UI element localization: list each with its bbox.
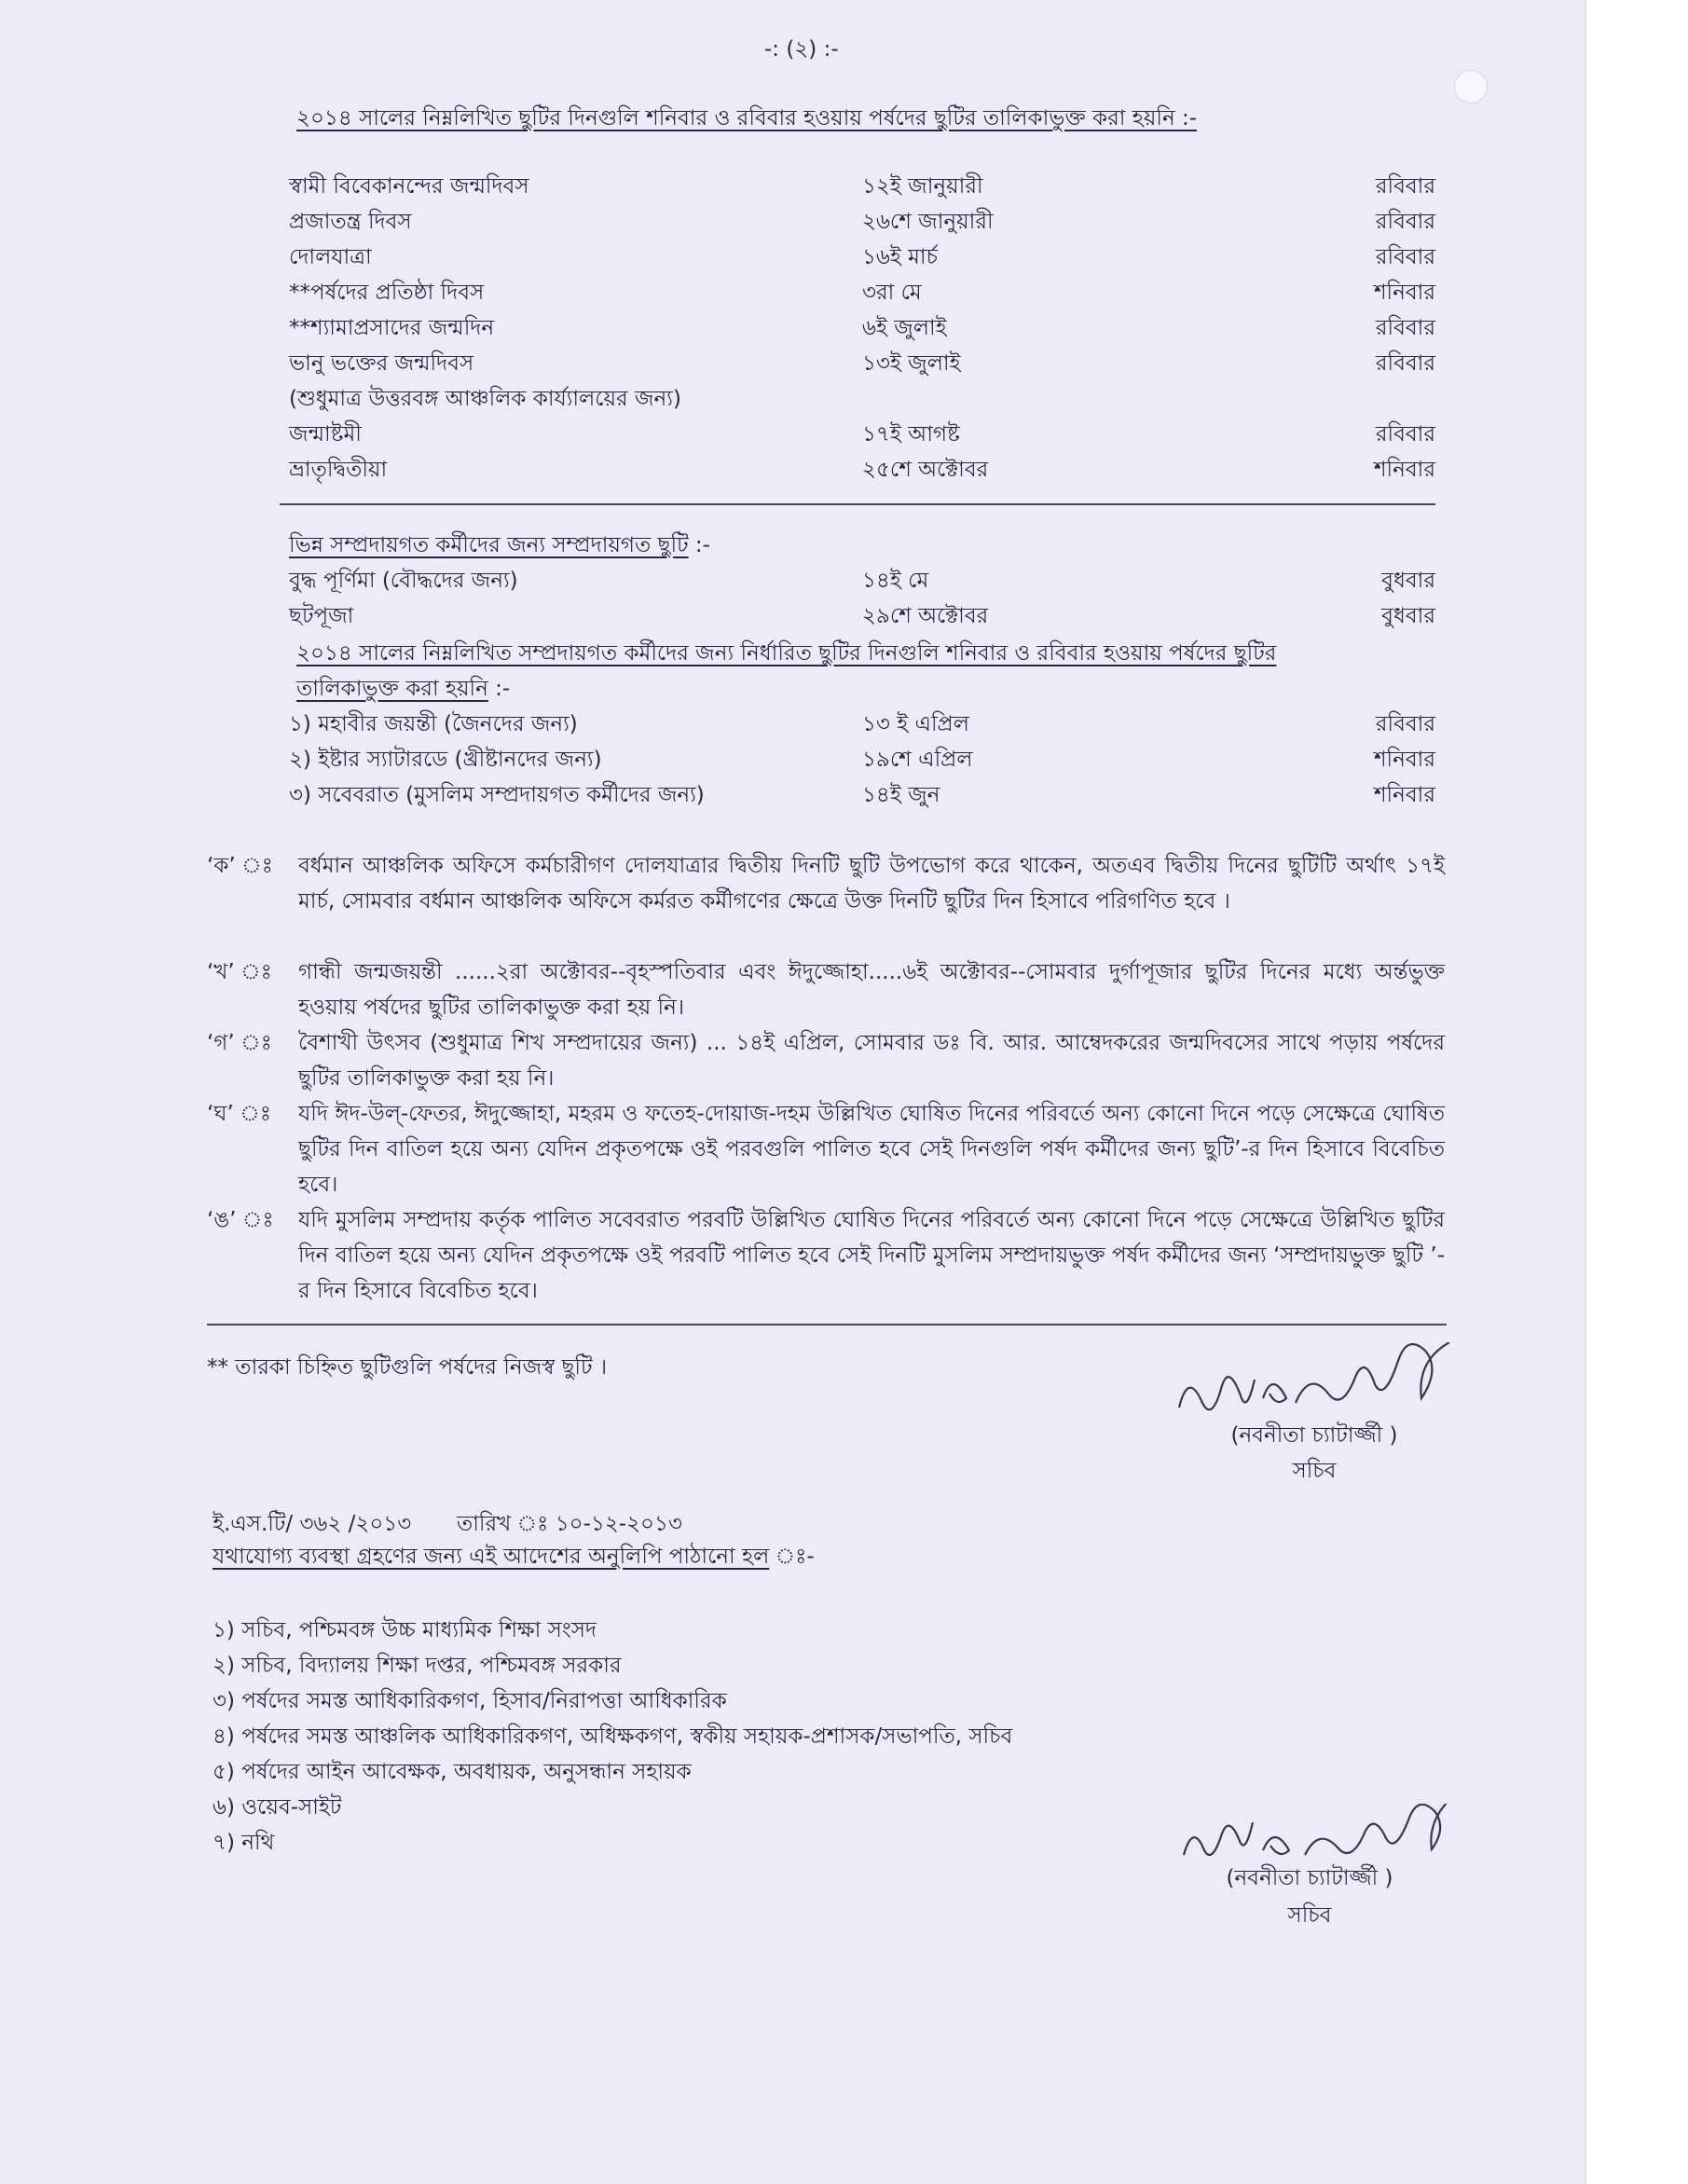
note-gha [207, 1096, 1447, 1208]
note-text: যদি ঈদ-উল্-ফেতর, ঈদুজ্জোহা, মহরম ও ফতেহ-দোয়াজ-দহম উল্লিখিত ঘোষিত দিনের পরিবর্তে অন্য কোনো দিনে পড়ে সেক্ষেত্রে ঘোষিত ছুটির দিন বাতিল হয়ে অন্য যেদিন প্রকৃতপক্ষে ওই পরবগুলি পালিত হবে সেই দিনগুলি পর্ষদ কর্মীদের জন্য ছুটি’-র দিন হিসাবে বিবেচিত হবে। [298, 1102, 1445, 1197]
table-row: প্রজাতন্ত্র দিবস ২৬শে জানুয়ারী রবিবার [289, 210, 1435, 234]
section3-heading-line2: তালিকাভুক্ত করা হয়নি :- [296, 677, 511, 701]
note-label: ‘ক’ ঃ [207, 854, 273, 878]
note-label: ‘ঙ’ ঃ [207, 1208, 274, 1232]
memo-date: তারিখ ঃ ১০-১২-২০১৩ [457, 1512, 682, 1536]
table-row: **শ্যামাপ্রসাদের জন্মদিন ৬ই জুলাই রবিবার [289, 316, 1435, 340]
section3-heading-line1: ২০১৪ সালের নিম্নলিখিত সম্প্রদায়গত কর্মীদের জন্য নির্ধারিত ছুটির দিনগুলি শনিবার ও রবিবার হওয়ায় পর্ষদের ছুটির [296, 641, 1277, 666]
table-row: ৩) সবেবরাত (মুসলিম সম্প্রদায়গত কর্মীদের জন্য) ১৪ই জুন শনিবার [289, 783, 1435, 807]
note-kha [207, 955, 1447, 1029]
punch-hole [1454, 70, 1488, 103]
note-text: বর্ধমান আঞ্চলিক অফিসে কর্মচারীগণ দোলযাত্রার দ্বিতীয় দিনটি ছুটি উপভোগ করে থাকেন, অতএব দ্বিতীয় দিনের ছুটিটি অর্থাৎ ১৭ই মার্চ, সোমবার বর্ধমান আঞ্চলিক অফিসে কর্মরত কর্মীগণের ক্ষেত্রে উক্ত দিনটি ছুটির দিন হিসাবে পরিগণিত হবে । [298, 854, 1445, 913]
table-row: ভ্রাতৃদ্বিতীয়া ২৫শে অক্টোবর শনিবার [289, 458, 1435, 482]
table-row: দোলযাত্রা ১৬ই মার্চ রবিবার [289, 245, 1435, 269]
table-row: **পর্ষদের প্রতিষ্ঠা দিবস ৩রা মে শনিবার [289, 281, 1435, 305]
section2-heading: ভিন্ন সম্প্রদায়গত কর্মীদের জন্য সম্প্রদায়গত ছুটি :- [289, 533, 710, 557]
table-row: ২) ইষ্টার স্যাটারডে (খ্রীষ্টানদের জন্য) ১৯শে এপ্রিল শনিবার [289, 748, 1435, 772]
signature-scribble [1170, 1342, 1505, 1426]
page-number: -: (২) :- [764, 37, 839, 62]
table-row: ১) মহাবীর জয়ন্তী (জৈনদের জন্য) ১৩ ই এপ্রিল রবিবার [289, 712, 1435, 736]
memo-number: ই.এস.টি/ ৩৬২ /২০১৩ [213, 1512, 412, 1536]
list-item: ১) সচিব, পশ্চিমবঙ্গ উচ্চ মাধ্যমিক শিক্ষা সংসদ [213, 1618, 597, 1642]
table-row: বুদ্ধ পূর্ণিমা (বৌদ্ধদের জন্য) ১৪ই মে বুধবার [289, 569, 1435, 593]
divider [207, 1324, 1447, 1326]
table-row: (শুধুমাত্র উত্তরবঙ্গ আঞ্চলিক কার্য্যালয়ের জন্য) [289, 387, 681, 411]
list-item: ৬) ওয়েব-সাইট [213, 1795, 342, 1820]
divider [280, 503, 1435, 505]
note-text: যদি মুসলিম সম্প্রদায় কর্তৃক পালিত সবেবরাত পরবটি উল্লিখিত ঘোষিত দিনের পরিবর্তে অন্য কোনো দিনে পড়ে সেক্ষেত্রে উল্লিখিত ছুটির দিন বাতিল হয়ে অন্য যেদিন প্রকৃতপক্ষে ওই পরবটি পালিত হবে সেই দিনটি মুসলিম সম্প্রদায়ভুক্ত পর্ষদ কর্মীদের জন্য ‘সম্প্রদায়ভুক্ত ছুটি ’-র দিন হিসাবে বিবেচিত হবে। [298, 1208, 1445, 1303]
note-text: গান্ধী জন্মজয়ন্তী ......২রা অক্টোবর--বৃহস্পতিবার এবং ঈদুজ্জোহা.....৬ই অক্টোবর--সোমবার দুর্গাপূজার ছুটির দিনের মধ্যে অর্ন্তভুক্ত হওয়ায় পর্ষদের ছুটির তালিকাভুক্ত করা হয় নি। [298, 960, 1445, 1020]
list-item: ২) সচিব, বিদ্যালয় শিক্ষা দপ্তর, পশ্চিমবঙ্গ সরকার [213, 1654, 622, 1678]
note-label: ‘ঘ’ ঃ [207, 1102, 271, 1126]
copy-recipients-list [213, 1613, 1012, 1861]
note-nga [207, 1202, 1447, 1314]
table-row: স্বামী বিবেকানন্দের জন্মদিবস ১২ই জানুয়ারী রবিবার [289, 174, 1435, 199]
note-label: ‘গ’ ঃ [207, 1031, 272, 1055]
note-ka [207, 848, 1447, 960]
section1-heading: ২০১৪ সালের নিম্নলিখিত ছুটির দিনগুলি শনিবার ও রবিবার হওয়ায় পর্ষদের ছুটির তালিকাভুক্ত করা হয়নি :- [296, 106, 1198, 130]
footnote: ** তারকা চিহ্নিত ছুটিগুলি পর্ষদের নিজস্ব ছুটি । [207, 1355, 608, 1380]
table-row: ভানু ভক্তের জন্মদিবস ১৩ই জুলাই রবিবার [289, 351, 1435, 376]
signatory-title: সচিব [1292, 1459, 1337, 1483]
note-ga [207, 1025, 1447, 1100]
note-text: বৈশাখী উৎসব (শুধুমাত্র শিখ সম্প্রদায়ের জন্য) ... ১৪ই এপ্রিল, সোমবার ডঃ বি. আর. আম্বেদকরের জন্মদিবসের সাথে পড়ায় পর্ষদের ছুটির তালিকাভুক্ত করা হয় নি। [298, 1031, 1445, 1091]
table-row: ছটপূজা ২৯শে অক্টোবর বুধবার [289, 604, 1435, 628]
copy-heading: যথাযোগ্য ব্যবস্থা গ্রহণের জন্য এই আদেশের অনুলিপি পাঠানো হল ঃ- [213, 1545, 815, 1569]
signatory-name: (নবনীতা চ্যাটার্জ্জী ) [1230, 1423, 1398, 1448]
list-item: ৭) নথি [213, 1831, 275, 1855]
list-item: ৩) পর্ষদের সমস্ত আধিকারিকগণ, হিসাব/নিরাপত্তা আধিকারিক [213, 1689, 727, 1713]
signatory2-name: (নবনীতা চ্যাটার্জ্জী ) [1226, 1866, 1393, 1890]
signatory2-title: সচিব [1287, 1903, 1332, 1928]
table-row: জন্মাষ্টমী ১৭ই আগষ্ট রবিবার [289, 422, 1435, 446]
list-item: ৪) পর্ষদের সমস্ত আঞ্চলিক আধিকারিকগণ, অধিক্ষকগণ, স্বকীয় সহায়ক-প্রশাসক/সভাপতি, সচিব [213, 1724, 1013, 1749]
list-item: ৫) পর্ষদের আইন আবেক্ষক, অবধায়ক, অনুসন্ধান সহায়ক [213, 1760, 692, 1784]
note-label: ‘খ’ ঃ [207, 960, 272, 984]
